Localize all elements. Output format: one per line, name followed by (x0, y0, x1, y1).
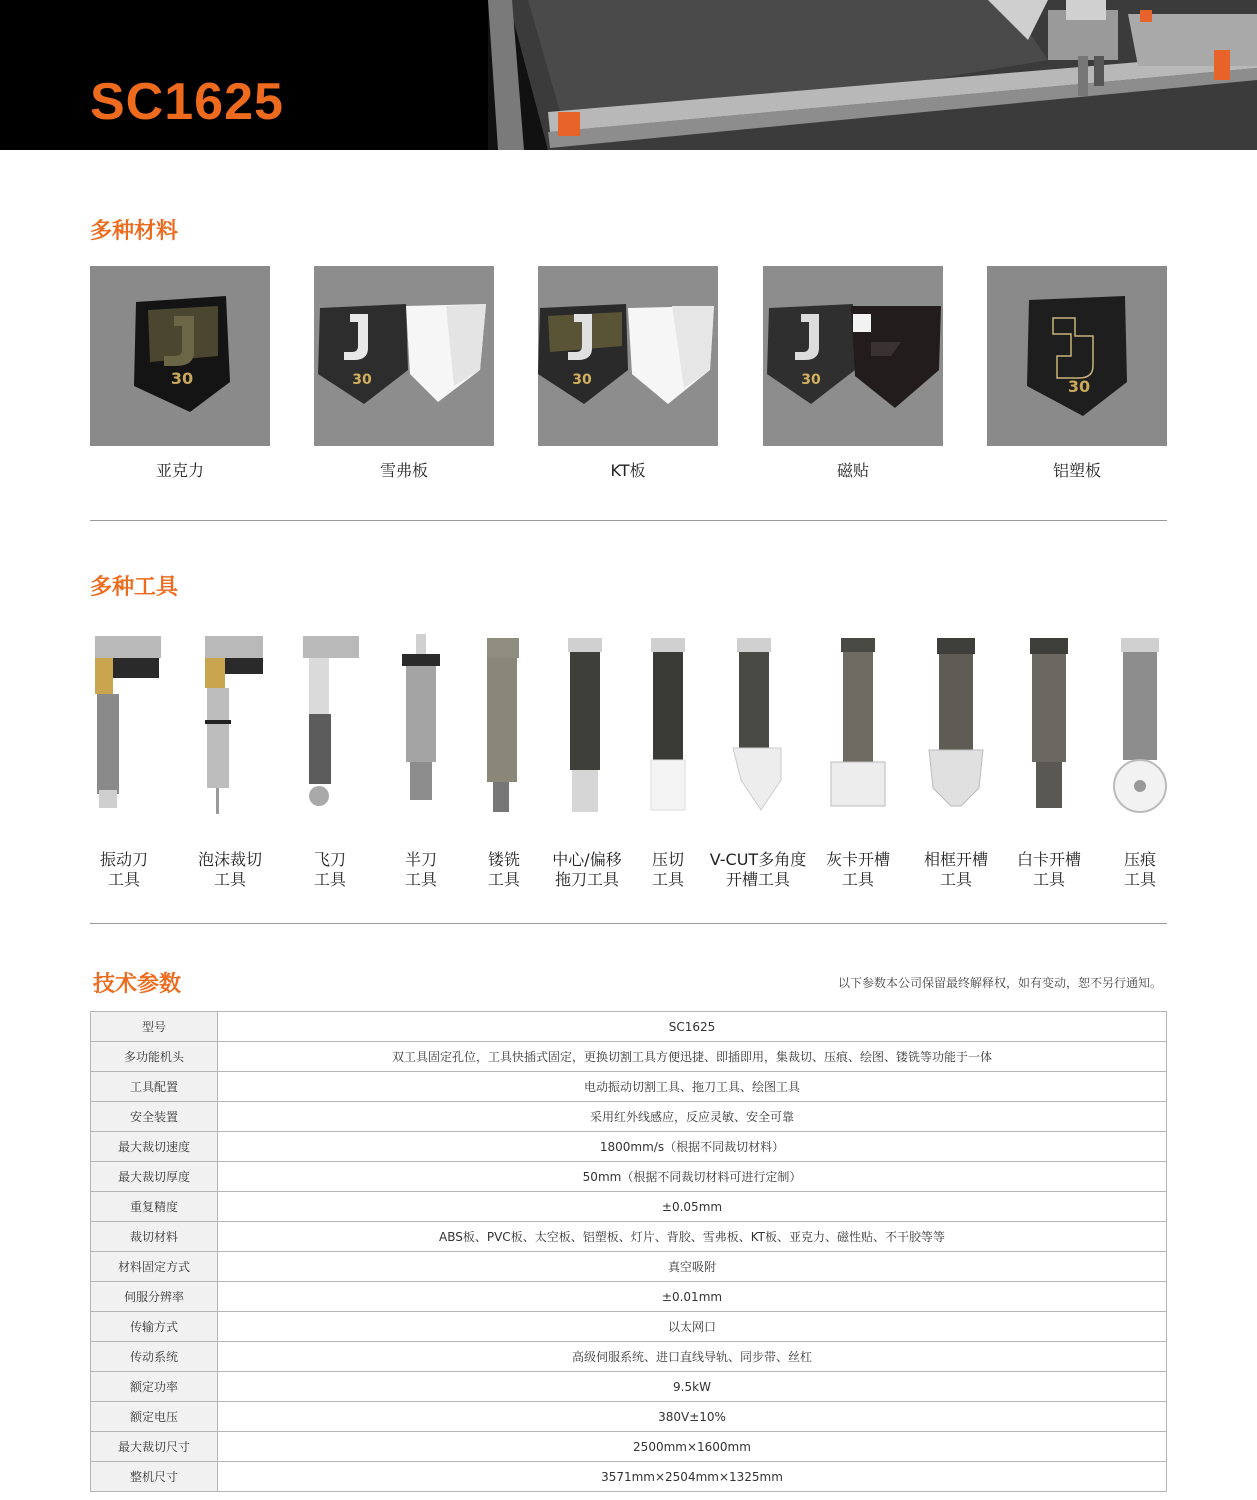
svg-text:30: 30 (170, 369, 194, 388)
table-row: 型号 SC1625 (91, 1012, 1167, 1042)
product-model-title: SC1625 (90, 73, 284, 131)
tool-label: 半刀 工具 (404, 850, 437, 889)
v-cut-tool-image (703, 630, 813, 820)
tool-label: 飞刀 工具 (313, 850, 346, 889)
material-card-magnet (763, 266, 943, 480)
table-row: 最大裁切尺寸 2500mm×1600mm (91, 1432, 1167, 1462)
table-row: 传动系统 高级伺服系统、进口直线导轨、同步带、丝杠 (91, 1342, 1167, 1372)
tool-label: 压切 工具 (651, 850, 684, 889)
table-row: 工具配置 电动振动切割工具、拖刀工具、绘图工具 (91, 1072, 1167, 1102)
specs-notice: 以下参数本公司保留最终解释权，如有变动，恕不另行通知。 (837, 976, 1162, 990)
hero-banner (0, 0, 1257, 150)
materials-section-title: 多种材料 (90, 219, 179, 244)
foam-cutting-tool-image (175, 630, 285, 820)
table-row: 多功能机头 双工具固定孔位，工具快插式固定，更换切割工具方便迅捷、即插即用，集裁切、压痕、绘图、镂铣等功能于一体 (91, 1042, 1167, 1072)
table-row: 传输方式 以太网口 (91, 1312, 1167, 1342)
section-divider (90, 923, 1167, 924)
material-card-kt-board (538, 266, 718, 480)
creasing-tool-image (1085, 630, 1195, 820)
table-row: 最大裁切速度 1800mm/s（根据不同裁切材料） (91, 1132, 1167, 1162)
tool-label: 相框开槽 工具 (923, 850, 988, 889)
aluminum-plastic-sample-image (987, 266, 1167, 446)
kt-board-sample-image (538, 266, 718, 446)
machine-photo (488, 0, 1257, 150)
vibration-knife-image (69, 630, 179, 820)
acrylic-sample-image (90, 266, 270, 446)
table-row: 材料固定方式 真空吸附 (91, 1252, 1167, 1282)
grey-card-slotting-image (803, 630, 913, 820)
table-row: 裁切材料 ABS板、PVC板、太空板、铝塑板、灯片、背胶、雪弗板、KT板、亚克力、磁性贴、不干胶等等 (91, 1222, 1167, 1252)
material-label: 磁贴 (836, 461, 869, 480)
table-row: 额定电压 380V±10% (91, 1402, 1167, 1432)
material-label: 雪弗板 (379, 461, 428, 480)
svg-text:30: 30 (1067, 377, 1091, 396)
material-card-aluminum-plastic (987, 266, 1167, 480)
material-label: KT板 (610, 461, 646, 480)
table-row: 安全装置 采用红外线感应，反应灵敏、安全可靠 (91, 1102, 1167, 1132)
tool-label: 振动刀 工具 (99, 850, 148, 889)
table-row: 重复精度 ±0.05mm (91, 1192, 1167, 1222)
svg-text:30: 30 (572, 372, 592, 388)
magnet-sample-image (763, 266, 943, 446)
tool-label: 白卡开槽 工具 (1016, 850, 1081, 889)
material-card-pvc-foam (314, 266, 494, 480)
spec-table (90, 1011, 1167, 1492)
material-label: 亚克力 (155, 461, 204, 480)
tools-section-title: 多种工具 (90, 575, 179, 600)
pvc-foam-sample-image (314, 266, 494, 446)
table-row: 额定功率 9.5kW (91, 1372, 1167, 1402)
material-label: 铝塑板 (1052, 461, 1101, 480)
tool-label: 压痕 工具 (1123, 850, 1156, 889)
section-divider (90, 520, 1167, 521)
table-row: 整机尺寸 3571mm×2504mm×1325mm (91, 1462, 1167, 1492)
specs-section-title: 技术参数 (93, 972, 182, 997)
material-card-acrylic (90, 266, 270, 480)
tool-label: V-CUT多角度 开槽工具 (709, 850, 807, 889)
tool-label: 泡沫裁切 工具 (197, 850, 262, 889)
svg-text:30: 30 (352, 372, 372, 388)
tool-label: 灰卡开槽 工具 (825, 850, 890, 889)
svg-text:30: 30 (801, 372, 821, 388)
tool-label: 中心/偏移 拖刀工具 (552, 850, 622, 889)
tool-label: 镂铣 工具 (487, 850, 520, 889)
table-row: 伺服分辨率 ±0.01mm (91, 1282, 1167, 1312)
table-row: 最大裁切厚度 50mm（根据不同裁切材料可进行定制） (91, 1162, 1167, 1192)
